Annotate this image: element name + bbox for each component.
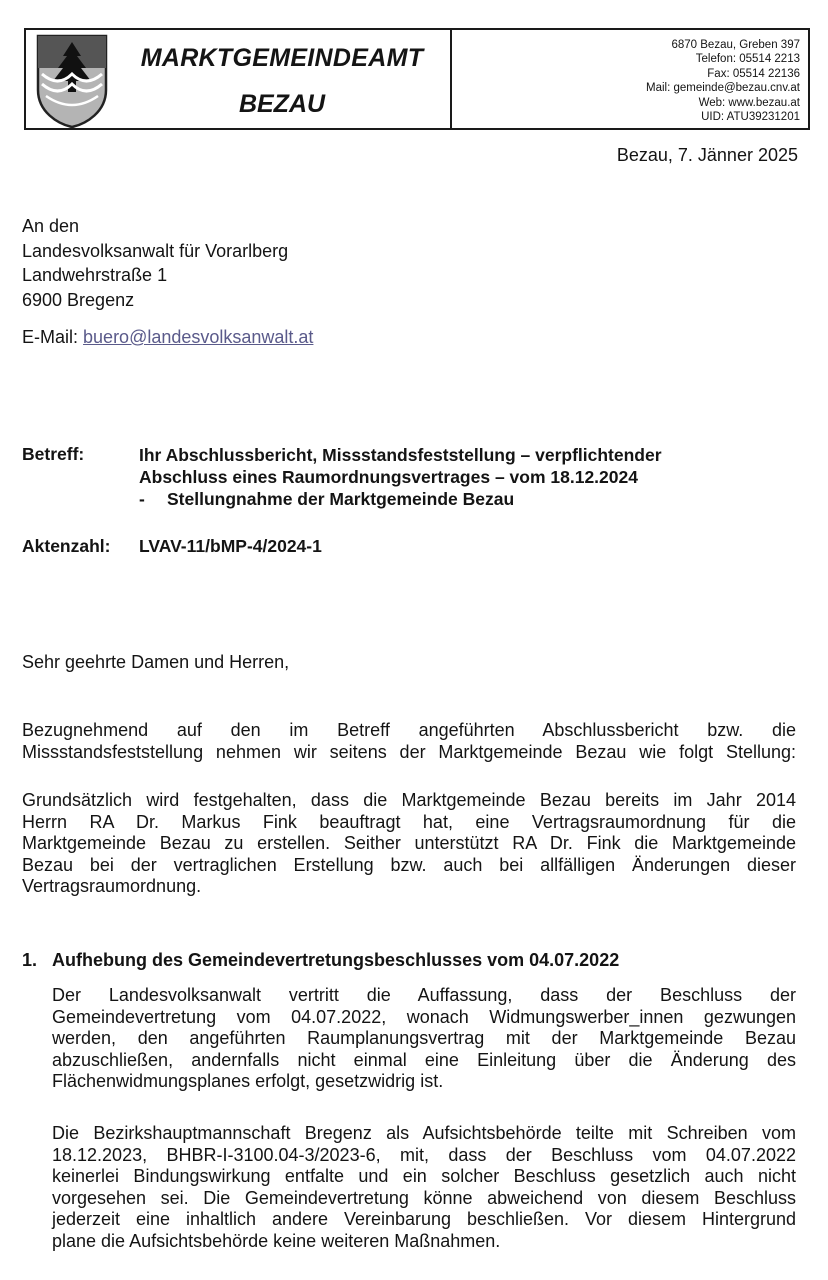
- section-1-heading: [22, 950, 619, 971]
- paragraph-line: Der Landesvolksanwalt vertritt die Auffassung, dass der Beschluss der: [52, 985, 796, 1005]
- letterhead: [24, 28, 810, 130]
- header-divider: [450, 30, 452, 128]
- contact-mail: Mail: gemeinde@bezau.cnv.at: [645, 82, 800, 95]
- contact-block: [646, 38, 800, 124]
- recipient-line: 6900 Bregenz: [22, 289, 135, 310]
- recipient-email-row: [22, 327, 313, 348]
- section-1-paragraph-b: [52, 1123, 796, 1252]
- recipient-line: Landesvolksanwalt für Vorarlberg: [22, 240, 289, 261]
- letter-date: Bezau, 7. Jänner 2025: [616, 145, 798, 165]
- salutation: Sehr geehrte Damen und Herren,: [22, 652, 290, 672]
- reference-label: Aktenzahl:: [22, 536, 111, 556]
- contact-fax: Fax: 05514 22136: [707, 67, 800, 80]
- subject-line: Ihr Abschlussbericht, Missstandsfeststellung – verpflichtender: [139, 445, 662, 465]
- paragraph-line: 18.12.2023, BHBR-I-3100.04-3/2023-6, mit, dass der Beschluss vom 04.07.2022: [52, 1144, 796, 1165]
- subject-dash: -: [139, 489, 145, 509]
- paragraph-line: plane die Aufsichtsbehörde keine weiteren Maßnahmen.: [52, 1230, 501, 1251]
- office-title: [114, 30, 450, 128]
- paragraph-line: Herrn RA Dr. Markus Fink beauftragt hat, eine Vertragsraumordnung für die: [22, 811, 796, 832]
- paragraph-line: abzuschließen, andernfalls nicht einmal eine Einleitung über die Änderung des: [52, 1049, 796, 1070]
- contact-uid: UID: ATU39231201: [701, 111, 800, 124]
- subject-text: [139, 444, 819, 510]
- paragraph-line: vorgesehen sei. Die Gemeindevertretung könne abweichend von diesem Beschluss: [52, 1187, 796, 1208]
- contact-address: 6870 Bezau, Greben 397: [671, 39, 800, 51]
- section-1-paragraph-a: [52, 985, 796, 1093]
- subject-label: Betreff:: [22, 444, 85, 464]
- section-title: Aufhebung des Gemeindevertretungsbeschlusses vom 04.07.2022: [52, 950, 620, 970]
- subject-subline: [139, 488, 819, 510]
- email-label: E-Mail:: [22, 327, 79, 347]
- paragraph-line: Marktgemeinde Bezau zu erstellen. Seither unterstützt RA Dr. Fink die Marktgemeinde: [22, 833, 796, 853]
- coat-of-arms-fir-tree-icon: [36, 34, 108, 128]
- subject-line: Abschluss eines Raumordnungsvertrages – vom 18.12.2024: [139, 467, 638, 487]
- paragraph-line: keinerlei Bindungswirkung entfalte und ein solcher Beschluss gesetzlich auch nicht: [52, 1166, 796, 1186]
- paragraph-line: Flächenwidmungsplanes erfolgt, gesetzwidrig ist.: [52, 1071, 444, 1091]
- paragraph-line: Bezau bei der vertraglichen Erstellung bzw. auch bei allfälligen Änderungen dieser: [22, 854, 796, 875]
- paragraph-line: werden, den angeführten Raumplanungsvertrag mit der Marktgemeinde Bezau: [52, 1028, 796, 1048]
- paragraph-line: jederzeit eine inhaltlich andere Vereinbarung beschließen. Vor diesem Hintergrund: [52, 1209, 796, 1229]
- paragraph-line: Missstandsfeststellung nehmen wir seitens der Marktgemeinde Bezau wie folgt Stellung:: [22, 741, 796, 762]
- paragraph-line: Bezugnehmend auf den im Betreff angeführten Abschlussbericht bzw. die: [22, 720, 796, 740]
- contact-web: Web: www.bezau.at: [698, 96, 800, 109]
- contact-phone: Telefon: 05514 2213: [695, 53, 800, 66]
- subject-line: Stellungnahme der Marktgemeinde Bezau: [167, 489, 515, 509]
- paragraph-line: Grundsätzlich wird festgehalten, dass die Marktgemeinde Bezau bereits im Jahr 2014: [22, 790, 796, 810]
- paragraph-line: Die Bezirkshauptmannschaft Bregenz als Aufsichtsbehörde teilte mit Schreiben vom: [52, 1123, 796, 1143]
- recipient-line: Landwehrstraße 1: [22, 265, 168, 285]
- office-title-line2: BEZAU: [238, 90, 326, 118]
- intro-paragraph: [22, 720, 796, 763]
- background-paragraph: [22, 790, 796, 898]
- recipient-address: [22, 214, 288, 312]
- section-number: 1.: [22, 950, 38, 970]
- recipient-line: An den: [22, 216, 80, 236]
- office-title-line1: MARKTGEMEINDEAMT: [140, 44, 424, 72]
- paragraph-line: Gemeindevertretung vom 04.07.2022, wonach Widmungswerber_innen gezwungen: [52, 1006, 796, 1027]
- paragraph-line: Vertragsraumordnung.: [22, 876, 202, 896]
- reference-value: LVAV-11/bMP-4/2024-1: [139, 536, 322, 556]
- recipient-email-link[interactable]: buero@landesvolksanwalt.at: [83, 327, 314, 347]
